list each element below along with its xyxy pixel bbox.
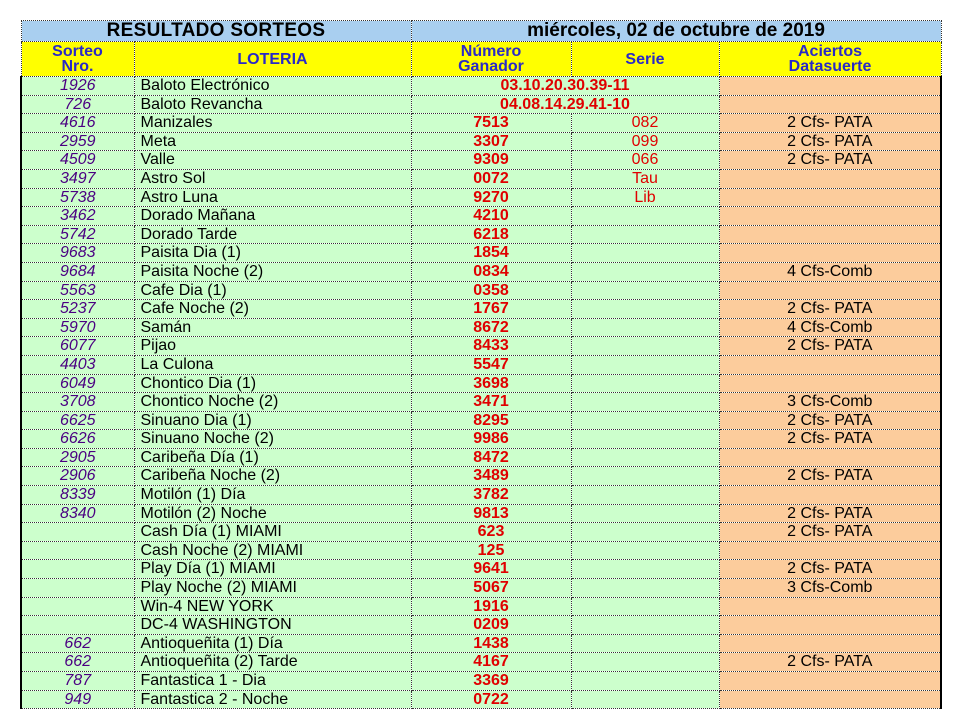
- draw-number-cell: [21, 597, 134, 616]
- table-row: [21, 281, 941, 300]
- draw-number-cell: 4509: [21, 151, 134, 170]
- lottery-name-cell: Samán: [134, 318, 411, 337]
- draw-number-cell: 662: [21, 653, 134, 672]
- winning-number-cell: 5067: [411, 579, 571, 598]
- lottery-name-cell: Cafe Dia (1): [134, 281, 411, 300]
- series-cell: [571, 467, 719, 486]
- table-row: [21, 300, 941, 319]
- hits-cell: [719, 541, 941, 560]
- lottery-name-cell: Sinuano Noche (2): [134, 430, 411, 449]
- series-cell: [571, 448, 719, 467]
- hits-cell: 2 Cfs- PATA: [719, 132, 941, 151]
- winning-number-cell: 0722: [411, 690, 571, 709]
- draw-number-cell: [21, 616, 134, 635]
- draw-number-cell: 4616: [21, 114, 134, 133]
- draw-number-cell: 8340: [21, 504, 134, 523]
- winning-number-cell: 0072: [411, 169, 571, 188]
- title-row: [21, 21, 941, 42]
- series-cell: [571, 355, 719, 374]
- hits-cell: [719, 690, 941, 709]
- series-cell: [571, 244, 719, 263]
- table-row: [21, 169, 941, 188]
- winning-number-cell: 0209: [411, 616, 571, 635]
- series-cell: [571, 300, 719, 319]
- results-sheet: [20, 20, 940, 709]
- winning-number-cell: 7513: [411, 114, 571, 133]
- winning-number-cell: 5547: [411, 355, 571, 374]
- series-cell: [571, 374, 719, 393]
- col-header-numero: Número Ganador: [411, 42, 571, 77]
- table-row: [21, 467, 941, 486]
- winning-number-cell: 1438: [411, 634, 571, 653]
- hits-cell: [719, 448, 941, 467]
- draw-number-cell: 726: [21, 95, 134, 114]
- draw-number-cell: [21, 523, 134, 542]
- draw-number-cell: 2959: [21, 132, 134, 151]
- lottery-name-cell: Motilón (2) Noche: [134, 504, 411, 523]
- winning-number-cell: 3489: [411, 467, 571, 486]
- winning-number-cell: 9813: [411, 504, 571, 523]
- lottery-name-cell: Manizales: [134, 114, 411, 133]
- draw-number-cell: 3462: [21, 207, 134, 226]
- hits-cell: 2 Cfs- PATA: [719, 430, 941, 449]
- results-body: [21, 77, 941, 709]
- winning-number-cell: 9641: [411, 560, 571, 579]
- draw-number-cell: 949: [21, 690, 134, 709]
- table-row: [21, 244, 941, 263]
- table-row: [21, 151, 941, 170]
- winning-number-cell: 4210: [411, 207, 571, 226]
- series-cell: [571, 393, 719, 412]
- draw-number-cell: 6625: [21, 411, 134, 430]
- draw-number-cell: 662: [21, 634, 134, 653]
- draw-number-cell: 8339: [21, 486, 134, 505]
- hits-cell: 4 Cfs-Comb: [719, 262, 941, 281]
- series-cell: [571, 281, 719, 300]
- series-cell: [571, 523, 719, 542]
- hits-cell: [719, 374, 941, 393]
- lottery-name-cell: Fantastica 2 - Noche: [134, 690, 411, 709]
- lottery-name-cell: Baloto Electrónico: [134, 77, 411, 96]
- lottery-name-cell: Cafe Noche (2): [134, 300, 411, 319]
- lottery-name-cell: Play Noche (2) MIAMI: [134, 579, 411, 598]
- lottery-name-cell: Dorado Mañana: [134, 207, 411, 226]
- table-row: [21, 560, 941, 579]
- results-table: [20, 20, 942, 709]
- lottery-name-cell: DC-4 WASHINGTON: [134, 616, 411, 635]
- hits-cell: [719, 188, 941, 207]
- winning-number-cell: 1767: [411, 300, 571, 319]
- hits-cell: [719, 281, 941, 300]
- hits-cell: 3 Cfs-Comb: [719, 393, 941, 412]
- lottery-name-cell: La Culona: [134, 355, 411, 374]
- lottery-name-cell: Cash Noche (2) MIAMI: [134, 541, 411, 560]
- series-cell: [571, 225, 719, 244]
- table-row: [21, 430, 941, 449]
- draw-date: miércoles, 02 de octubre de 2019: [411, 21, 941, 42]
- draw-number-cell: 1926: [21, 77, 134, 96]
- winning-number-cell: 3307: [411, 132, 571, 151]
- series-cell: 082: [571, 114, 719, 133]
- hits-cell: [719, 77, 941, 96]
- lottery-name-cell: Dorado Tarde: [134, 225, 411, 244]
- draw-number-cell: [21, 560, 134, 579]
- table-row: [21, 132, 941, 151]
- hits-cell: 2 Cfs- PATA: [719, 653, 941, 672]
- sheet-title: RESULTADO SORTEOS: [21, 21, 411, 42]
- table-row: [21, 486, 941, 505]
- lottery-name-cell: Cash Día (1) MIAMI: [134, 523, 411, 542]
- hits-cell: [719, 672, 941, 691]
- winning-number-cell: 4167: [411, 653, 571, 672]
- hits-cell: 2 Cfs- PATA: [719, 114, 941, 133]
- lottery-name-cell: Play Día (1) MIAMI: [134, 560, 411, 579]
- series-cell: Lib: [571, 188, 719, 207]
- lottery-name-cell: Win-4 NEW YORK: [134, 597, 411, 616]
- lottery-name-cell: Astro Luna: [134, 188, 411, 207]
- hits-cell: 2 Cfs- PATA: [719, 467, 941, 486]
- table-row: [21, 77, 941, 96]
- series-cell: [571, 634, 719, 653]
- lottery-name-cell: Valle: [134, 151, 411, 170]
- winning-number-cell: 3782: [411, 486, 571, 505]
- draw-number-cell: 2905: [21, 448, 134, 467]
- draw-number-cell: 5237: [21, 300, 134, 319]
- hits-cell: [719, 225, 941, 244]
- winning-number-cell: 8433: [411, 337, 571, 356]
- series-cell: [571, 653, 719, 672]
- draw-number-cell: 9684: [21, 262, 134, 281]
- table-row: [21, 393, 941, 412]
- series-cell: 066: [571, 151, 719, 170]
- table-row: [21, 114, 941, 133]
- table-row: [21, 262, 941, 281]
- lottery-name-cell: Meta: [134, 132, 411, 151]
- series-cell: [571, 616, 719, 635]
- table-row: [21, 523, 941, 542]
- table-row: [21, 448, 941, 467]
- winning-number-cell: 03.10.20.30.39-11: [411, 77, 719, 96]
- draw-number-cell: 4403: [21, 355, 134, 374]
- hits-cell: 2 Cfs- PATA: [719, 504, 941, 523]
- series-cell: [571, 690, 719, 709]
- lottery-name-cell: Paisita Dia (1): [134, 244, 411, 263]
- winning-number-cell: 0358: [411, 281, 571, 300]
- hits-cell: 3 Cfs-Comb: [719, 579, 941, 598]
- hits-cell: [719, 486, 941, 505]
- table-row: [21, 337, 941, 356]
- winning-number-cell: 8672: [411, 318, 571, 337]
- column-header-row: [21, 42, 941, 77]
- series-cell: [571, 597, 719, 616]
- hits-cell: 2 Cfs- PATA: [719, 523, 941, 542]
- draw-number-cell: 6077: [21, 337, 134, 356]
- table-row: [21, 207, 941, 226]
- series-cell: Tau: [571, 169, 719, 188]
- hits-cell: [719, 207, 941, 226]
- lottery-name-cell: Chontico Noche (2): [134, 393, 411, 412]
- table-row: [21, 95, 941, 114]
- col-header-serie: Serie: [571, 42, 719, 77]
- series-cell: [571, 207, 719, 226]
- draw-number-cell: 5742: [21, 225, 134, 244]
- winning-number-cell: 9309: [411, 151, 571, 170]
- draw-number-cell: 2906: [21, 467, 134, 486]
- winning-number-cell: 0834: [411, 262, 571, 281]
- hits-cell: [719, 597, 941, 616]
- table-row: [21, 672, 941, 691]
- series-cell: [571, 672, 719, 691]
- lottery-name-cell: Antioqueñita (1) Día: [134, 634, 411, 653]
- table-row: [21, 225, 941, 244]
- table-row: [21, 355, 941, 374]
- lottery-name-cell: Paisita Noche (2): [134, 262, 411, 281]
- winning-number-cell: 3369: [411, 672, 571, 691]
- table-row: [21, 374, 941, 393]
- winning-number-cell: 8472: [411, 448, 571, 467]
- series-cell: [571, 541, 719, 560]
- table-row: [21, 504, 941, 523]
- winning-number-cell: 6218: [411, 225, 571, 244]
- winning-number-cell: 04.08.14.29.41-10: [411, 95, 719, 114]
- hits-cell: 4 Cfs-Comb: [719, 318, 941, 337]
- draw-number-cell: 5970: [21, 318, 134, 337]
- lottery-name-cell: Pijao: [134, 337, 411, 356]
- hits-cell: 2 Cfs- PATA: [719, 560, 941, 579]
- table-row: [21, 616, 941, 635]
- winning-number-cell: 9986: [411, 430, 571, 449]
- draw-number-cell: 6626: [21, 430, 134, 449]
- table-row: [21, 188, 941, 207]
- lottery-name-cell: Chontico Dia (1): [134, 374, 411, 393]
- series-cell: [571, 337, 719, 356]
- winning-number-cell: 3471: [411, 393, 571, 412]
- table-row: [21, 653, 941, 672]
- table-row: [21, 634, 941, 653]
- draw-number-cell: [21, 541, 134, 560]
- series-cell: [571, 504, 719, 523]
- hits-cell: 2 Cfs- PATA: [719, 151, 941, 170]
- hits-cell: 2 Cfs- PATA: [719, 411, 941, 430]
- table-row: [21, 597, 941, 616]
- lottery-name-cell: Motilón (1) Día: [134, 486, 411, 505]
- hits-cell: [719, 95, 941, 114]
- lottery-name-cell: Fantastica 1 - Dia: [134, 672, 411, 691]
- draw-number-cell: 3708: [21, 393, 134, 412]
- hits-cell: [719, 355, 941, 374]
- lottery-name-cell: Sinuano Dia (1): [134, 411, 411, 430]
- table-row: [21, 541, 941, 560]
- series-cell: 099: [571, 132, 719, 151]
- winning-number-cell: 623: [411, 523, 571, 542]
- series-cell: [571, 262, 719, 281]
- col-header-aciertos: Aciertos Datasuerte: [719, 42, 941, 77]
- draw-number-cell: [21, 579, 134, 598]
- series-cell: [571, 486, 719, 505]
- series-cell: [571, 411, 719, 430]
- lottery-name-cell: Caribeña Noche (2): [134, 467, 411, 486]
- table-row: [21, 411, 941, 430]
- hits-cell: [719, 616, 941, 635]
- winning-number-cell: 125: [411, 541, 571, 560]
- hits-cell: 2 Cfs- PATA: [719, 337, 941, 356]
- winning-number-cell: 1916: [411, 597, 571, 616]
- hits-cell: 2 Cfs- PATA: [719, 300, 941, 319]
- table-row: [21, 579, 941, 598]
- col-header-loteria: LOTERIA: [134, 42, 411, 77]
- lottery-name-cell: Baloto Revancha: [134, 95, 411, 114]
- series-cell: [571, 430, 719, 449]
- col-header-sorteo: Sorteo Nro.: [21, 42, 134, 77]
- draw-number-cell: 6049: [21, 374, 134, 393]
- winning-number-cell: 1854: [411, 244, 571, 263]
- series-cell: [571, 579, 719, 598]
- winning-number-cell: 3698: [411, 374, 571, 393]
- draw-number-cell: 3497: [21, 169, 134, 188]
- lottery-name-cell: Caribeña Día (1): [134, 448, 411, 467]
- draw-number-cell: 5563: [21, 281, 134, 300]
- winning-number-cell: 8295: [411, 411, 571, 430]
- lottery-name-cell: Antioqueñita (2) Tarde: [134, 653, 411, 672]
- hits-cell: [719, 634, 941, 653]
- draw-number-cell: 9683: [21, 244, 134, 263]
- series-cell: [571, 318, 719, 337]
- table-row: [21, 690, 941, 709]
- series-cell: [571, 560, 719, 579]
- winning-number-cell: 9270: [411, 188, 571, 207]
- hits-cell: [719, 169, 941, 188]
- table-row: [21, 318, 941, 337]
- draw-number-cell: 787: [21, 672, 134, 691]
- hits-cell: [719, 244, 941, 263]
- draw-number-cell: 5738: [21, 188, 134, 207]
- lottery-name-cell: Astro Sol: [134, 169, 411, 188]
